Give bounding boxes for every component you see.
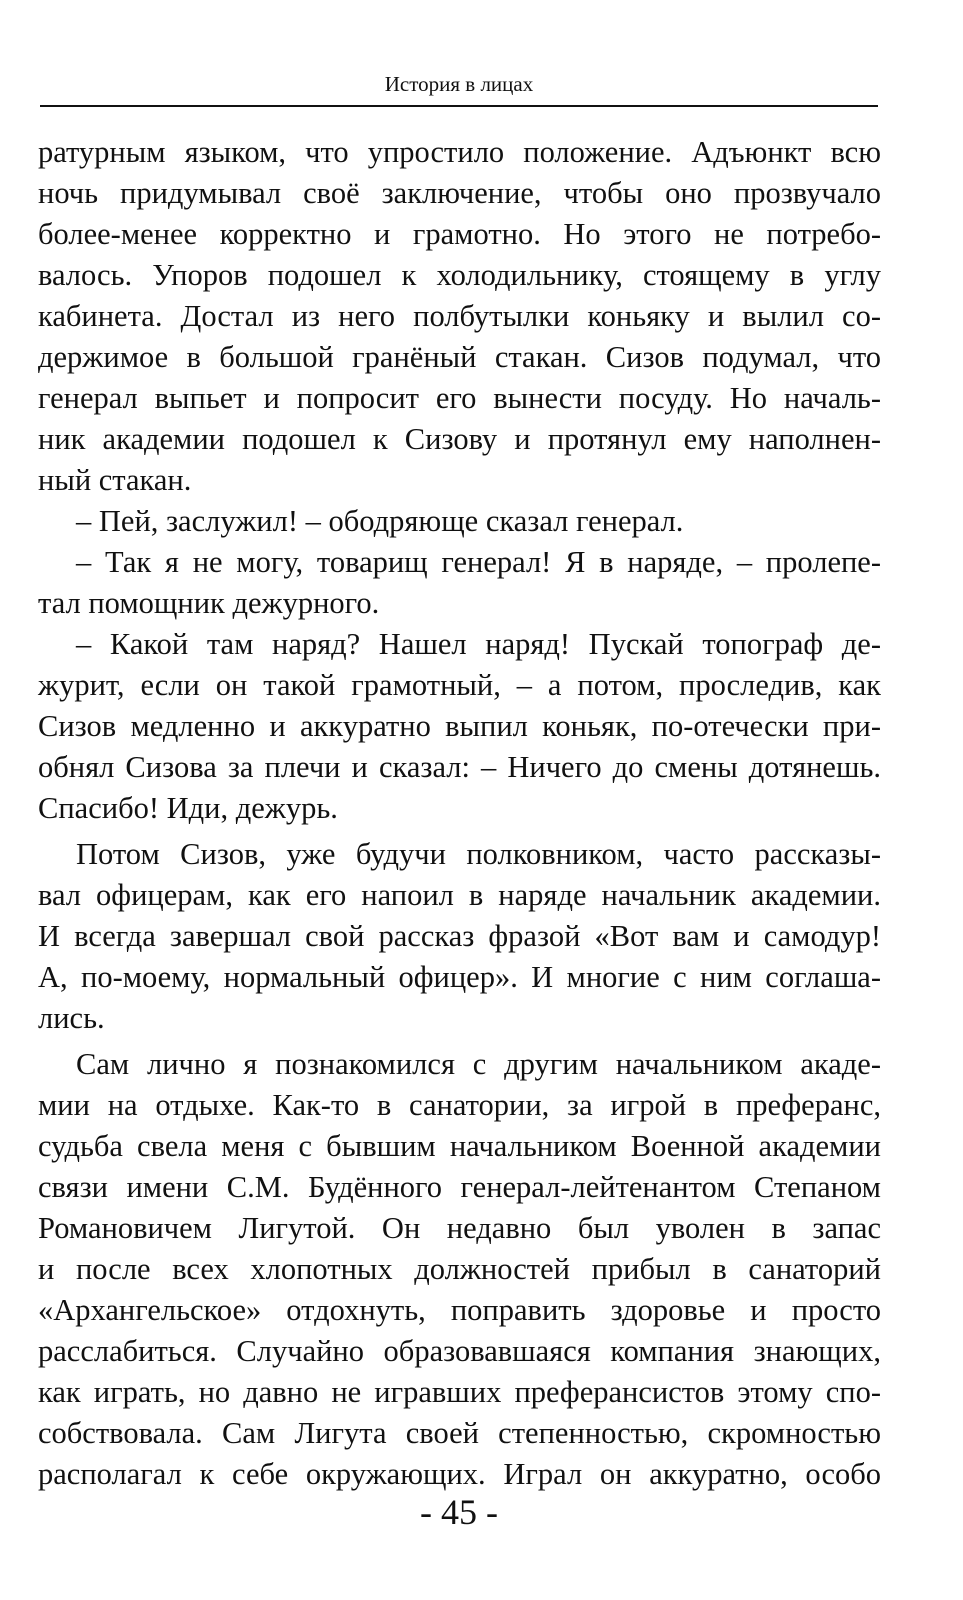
paragraph xyxy=(38,542,881,624)
text-line: «Архангельское» отдохнуть, поправить здоровье и просто xyxy=(38,1293,881,1327)
text-line: – Так я не могу, товарищ генерал! Я в наряде, – пролепе- xyxy=(76,545,881,579)
text-line: лись. xyxy=(38,1001,105,1035)
paragraph xyxy=(38,1044,881,1495)
text-line: собствовала. Сам Лигута своей степенностью, скромностью xyxy=(38,1416,881,1450)
text-line: вал офицерам, как его напоил в наряде начальник академии. xyxy=(38,878,881,912)
text-line: судьба свела меня с бывшим начальником Военной академии xyxy=(38,1129,881,1163)
text-line: располагал к себе окружающих. Играл он аккуратно, особо xyxy=(38,1457,881,1491)
text-line: Потом Сизов, уже будучи полковником, часто рассказы- xyxy=(76,837,881,871)
text-line: как играть, но давно не игравших преферансистов этому спо- xyxy=(38,1375,881,1409)
body-text xyxy=(38,132,881,1495)
paragraph xyxy=(38,624,881,829)
paragraph xyxy=(38,132,881,501)
text-line: – Какой там наряд? Нашел наряд! Пускай топограф де- xyxy=(76,627,881,661)
text-line: более-менее корректно и грамотно. Но этого не потребо- xyxy=(38,217,881,251)
text-line: кабинета. Достал из него полбутылки коньяку и вылил со- xyxy=(38,299,881,333)
text-line: Сизов медленно и аккуратно выпил коньяк, по-отечески при- xyxy=(38,709,881,743)
running-head: История в лицах xyxy=(384,72,534,96)
text-line: – Пей, заслужил! – ободряюще сказал генерал. xyxy=(76,504,684,538)
text-line: Спасибо! Иди, дежурь. xyxy=(38,791,338,825)
text-line: ник академии подошел к Сизову и протянул ему наполнен- xyxy=(38,422,881,456)
text-line: ратурным языком, что упростило положение. Адъюнкт всю xyxy=(38,135,881,169)
text-line: мии на отдыхе. Как-то в санатории, за игрой в преферанс, xyxy=(38,1088,881,1122)
text-line: ночь придумывал своё заключение, чтобы оно прозвучало xyxy=(38,176,881,210)
paragraph xyxy=(38,834,881,1039)
page-number: - 45 - xyxy=(420,1492,498,1532)
text-line: держимое в большой гранёный стакан. Сизов подумал, что xyxy=(38,340,881,374)
text-line: Романовичем Лигутой. Он недавно был уволен в запас xyxy=(38,1211,881,1245)
text-line: обнял Сизова за плечи и сказал: – Ничего до смены дотянешь. xyxy=(38,750,881,784)
text-line: журит, если он такой грамотный, – а потом, проследив, как xyxy=(38,668,881,702)
text-line: валось. Упоров подошел к холодильнику, стоящему в углу xyxy=(38,258,881,292)
text-line: расслабиться. Случайно образовавшаяся компания знающих, xyxy=(38,1334,881,1368)
text-line: И всегда завершал свой рассказ фразой «Вот вам и самодур! xyxy=(38,919,881,953)
text-line: ный стакан. xyxy=(38,463,192,497)
header-rule xyxy=(40,105,878,107)
text-line: тал помощник дежурного. xyxy=(38,586,380,620)
text-line: А, по-моему, нормальный офицер». И многие с ним соглаша- xyxy=(38,960,881,994)
text-line: генерал выпьет и попросит его вынести посуду. Но началь- xyxy=(38,381,881,415)
paragraph xyxy=(38,501,881,542)
text-line: связи имени С.М. Будённого генерал-лейтенантом Степаном xyxy=(38,1170,881,1204)
text-line: и после всех хлопотных должностей прибыл в санаторий xyxy=(38,1252,881,1286)
text-line: Сам лично я познакомился с другим начальником акаде- xyxy=(76,1047,881,1081)
